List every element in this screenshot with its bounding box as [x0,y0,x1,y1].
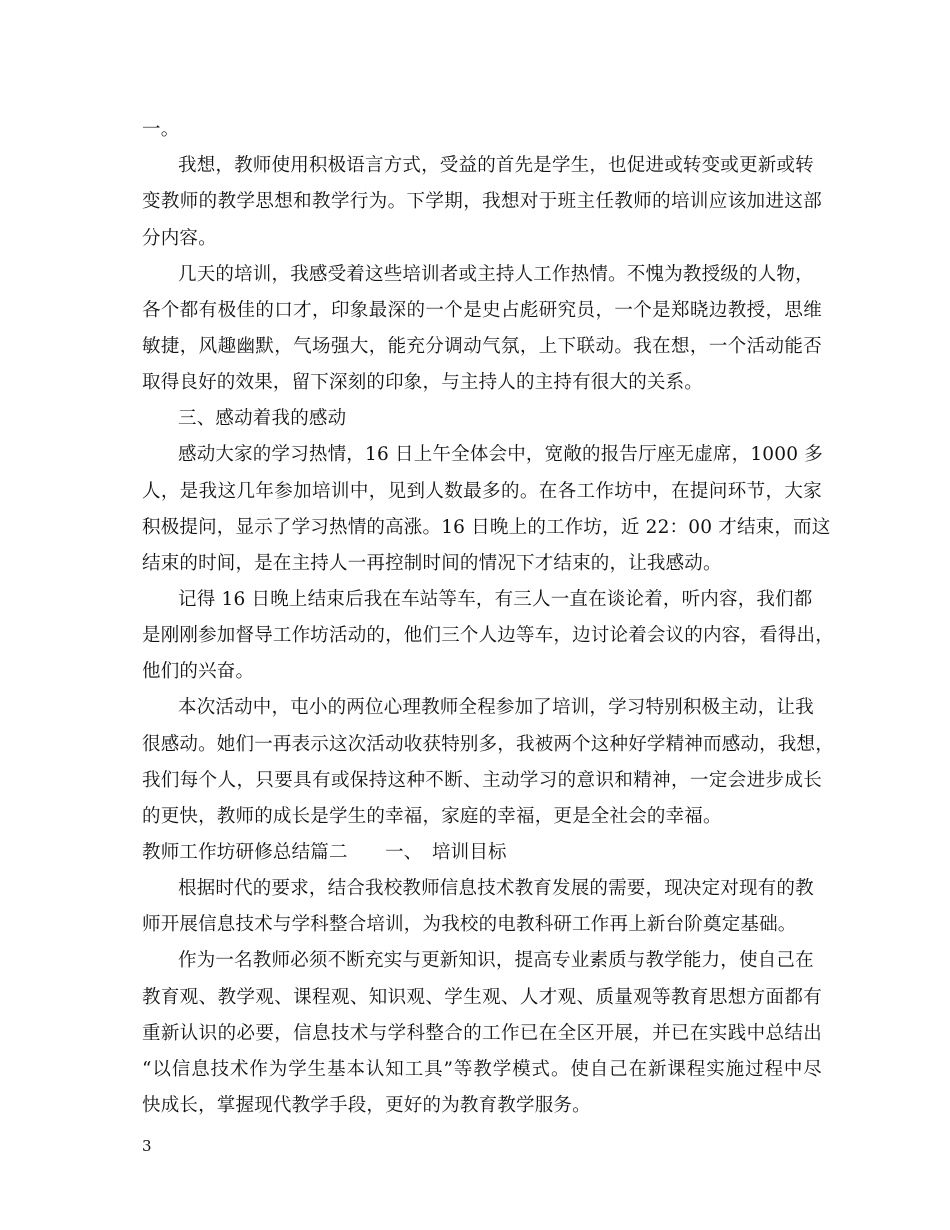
paragraph-line: 几天的培训，我感受着这些培训者或主持人工作热情。不愧为教授级的人物， [178,264,814,285]
paragraph-line: 很感动。她们一再表示这次活动收获特别多，我被两个这种好学精神而感动，我想， [142,734,834,755]
paragraph-line: 是刚刚参加督导工作坊活动的，他们三个人边等车，边讨论着会议的内容，看得出， [142,625,834,646]
paragraph-line: 我想，教师使用积极语言方式，受益的首先是学生，也促进或转变或更新或转 [178,155,814,176]
paragraph-line: 结束的时间，是在主持人一再控制时间的情况下才结束的，让我感动。 [142,553,722,574]
paragraph-line: 师开展信息技术与学科整合培训，为我校的电教科研工作再上新台阶奠定基础。 [142,914,797,935]
paragraph-line: 的更快，教师的成长是学生的幸福，家庭的幸福，更是全社会的幸福。 [142,806,722,827]
paragraph-line: 人，是我这几年参加培训中，见到人数最多的。在各工作坊中，在提问环节，大家 [142,481,822,502]
paragraph-line: 重新认识的必要，信息技术与学科整合的工作已在全区开展，并已在实践中总结出 [142,1023,822,1044]
paragraph-line: 记得 16 日晚上结束后我在车站等车，有三人一直在谈论着，听内容，我们都 [178,589,813,610]
paragraph-line: 本次活动中，屯小的两位心理教师全程参加了培训，学习特别积极主动，让我 [178,697,814,718]
paragraph-line: 我们每个人，只要具有或保持这种不断、主动学习的意识和精神，一定会进步成长 [142,770,822,791]
paragraph-line: “以信息技术作为学生基本认知工具”等教学模式。使自己在新课程实施过程中尽 [142,1059,822,1080]
section-heading: 三、感动着我的感动 [178,408,347,429]
paragraph-line: 快成长，掌握现代教学手段，更好的为教育教学服务。 [142,1095,591,1116]
paragraph-line: 积极提问，显示了学习热情的高涨。16 日晚上的工作坊，近 22：00 才结束，而这 [142,517,831,538]
paragraph-line: 敏捷，风趣幽默，气场强大，能充分调动气氛，上下联动。我在想，一个活动能否 [142,336,822,357]
text-line: 一。 [142,119,180,140]
paragraph-line: 取得良好的效果，留下深刻的印象，与主持人的主持有很大的关系。 [142,372,704,393]
paragraph-line: 他们的兴奋。 [142,661,255,682]
article-heading: 教师工作坊研修总结篇二 一、 培训目标 [142,842,507,863]
paragraph-line: 感动大家的学习热情，16 日上午全体会中，宽敞的报告厅座无虚席，1000 多 [178,444,823,465]
paragraph-line: 变教师的教学思想和教学行为。下学期，我想对于班主任教师的培训应该加进这部 [142,191,822,212]
paragraph-line: 根据时代的要求，结合我校教师信息技术教育发展的需要，现决定对现有的教 [178,878,814,899]
paragraph-line: 各个都有极佳的口才，印象最深的一个是史占彪研究员，一个是郑晓边教授，思维 [142,300,822,321]
page-number: 3 [142,1137,152,1155]
paragraph-line: 作为一名教师必须不断充实与更新知识，提高专业素质与教学能力，使自己在 [178,950,814,971]
paragraph-line: 分内容。 [142,228,217,249]
paragraph-line: 教育观、教学观、课程观、知识观、学生观、人才观、质量观等教育思想方面都有 [142,987,822,1008]
